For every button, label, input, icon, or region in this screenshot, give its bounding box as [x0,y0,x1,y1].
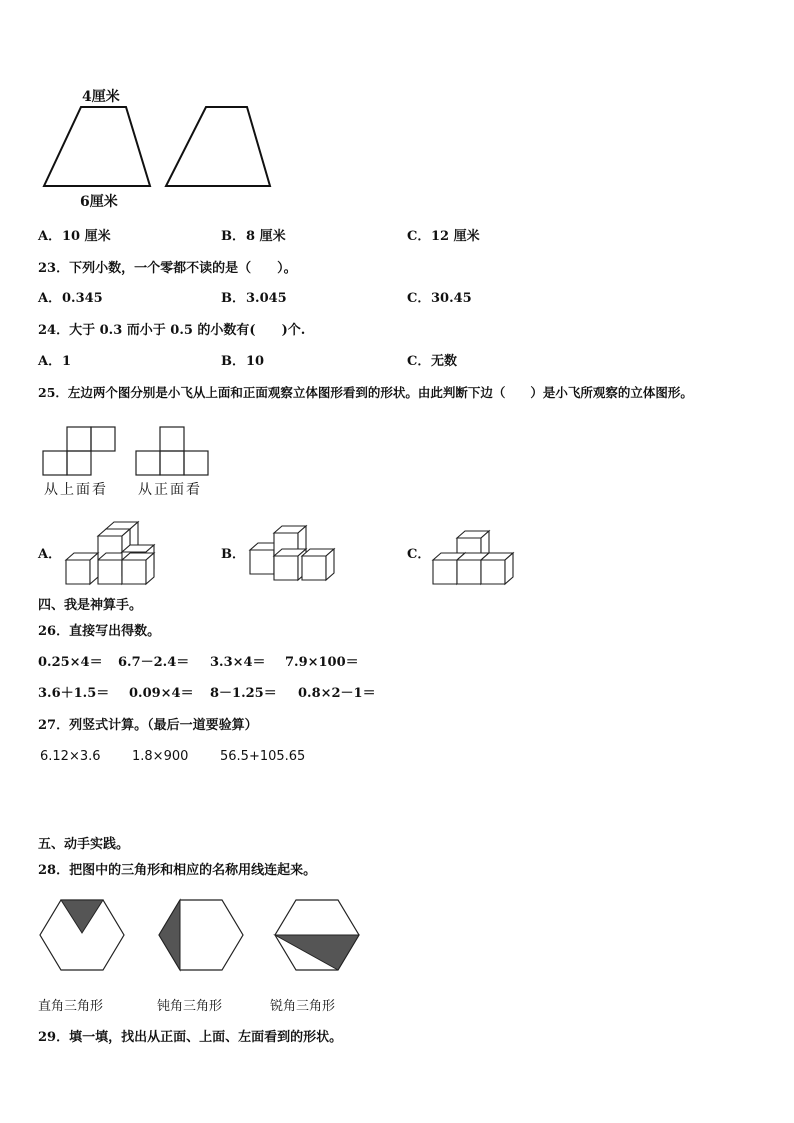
hexagon-2 [159,900,243,970]
q27-stem: 27．列竖式计算。（最后一道要验算） [38,718,258,733]
option-letter-a: A． [38,547,62,562]
top-view-label: 从上面看 [44,482,108,498]
option-letter: A． [38,229,62,244]
triangle-name: 钝角三角形 [157,999,223,1014]
option-letter: B． [221,291,245,306]
option-letter-b: B． [221,547,245,562]
q26-stem: 26．直接写出得数。 [38,624,161,639]
trapezoid-top-label: 4厘米 [82,89,120,105]
front-view-label: 从正面看 [138,482,202,498]
option-text: 30.45 [431,291,472,306]
option-text: 10 [246,354,265,369]
trapezoid-bottom-label: 6厘米 [80,194,118,210]
q28-stem: 28．把图中的三角形和相应的名称用线连起来。 [38,863,317,878]
option-text: 1 [62,354,72,369]
option-letter: C． [407,291,431,306]
option-text: 12 厘米 [431,229,480,244]
calc-item: 3.3×4＝ [210,655,266,670]
option-letter: A． [38,354,62,369]
option-letter: C． [407,229,431,244]
section-5-heading: 五、动手实践。 [38,837,130,852]
hexagon-1 [40,900,124,970]
option-text: 无数 [431,354,458,369]
option-letter: B． [221,354,245,369]
vertical-calc-item: 1.8×900 [132,749,189,764]
calc-item: 0.25×4＝ [38,655,103,670]
q29-stem: 29．填一填，找出从正面、上面、左面看到的形状。 [38,1030,343,1045]
calc-item: 7.9×100＝ [285,655,359,670]
option-letter: B． [221,229,245,244]
option-text: 8 厘米 [246,229,286,244]
option-text: 0.345 [62,291,103,306]
calc-item: 6.7－2.4＝ [118,655,190,670]
option-text: 10 厘米 [62,229,111,244]
q24-stem: 24．大于 0.3 而小于 0.5 的小数有( )个. [38,323,306,338]
calc-item: 8－1.25＝ [210,686,277,701]
q23-stem: 23．下列小数，一个零都不读的是（ ）。 [38,261,297,276]
option-letter-c: C． [407,547,431,562]
option-text: 3.045 [246,291,287,306]
vertical-calc-item: 6.12×3.6 [40,749,101,764]
section-4-heading: 四、我是神算手。 [38,598,143,613]
triangle-name: 直角三角形 [38,999,104,1014]
q25-stem: 25．左边两个图分别是小飞从上面和正面观察立体图形看到的形状。由此判断下边（ ）是小飞所观察的立体图形。 [38,385,693,400]
triangle-name: 锐角三角形 [270,999,336,1014]
calc-item: 0.09×4＝ [129,686,194,701]
calc-item: 0.8×2－1＝ [298,686,376,701]
option-letter: C． [407,354,431,369]
calc-item: 3.6＋1.5＝ [38,686,110,701]
option-letter: A． [38,291,62,306]
hexagon-3 [275,900,359,970]
vertical-calc-item: 56.5+105.65 [220,749,306,764]
